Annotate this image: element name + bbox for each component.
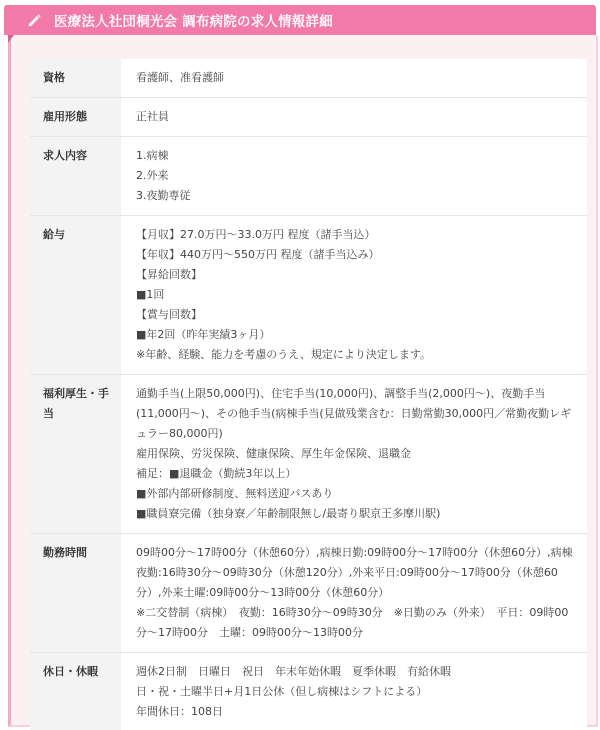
pencil-icon <box>26 11 48 29</box>
table-row-benefits <box>30 375 587 534</box>
row-value <box>121 98 587 137</box>
table-row-working-hours <box>30 534 587 653</box>
row-value <box>121 534 587 653</box>
row-label: 休日・休暇 <box>30 653 121 730</box>
row-value <box>121 216 587 375</box>
value-line: 【昇給回数】 <box>136 268 202 281</box>
value-line: ■職員寮完備（独身寮／年齢制限無し/最寄り駅京王多摩川駅) <box>136 507 441 520</box>
row-value <box>121 59 587 98</box>
page-title: 医療法人社団桐光会 調布病院の求人情報詳細 <box>54 14 333 30</box>
value-line: 【賞与回数】 <box>136 308 202 321</box>
table-row-employment-type <box>30 98 587 137</box>
row-label: 求人内容 <box>30 137 121 216</box>
value-line: 【月収】27.0万円～33.0万円 程度（諸手当込） <box>136 228 376 241</box>
value-line: 2.外来 <box>136 169 169 182</box>
value-line: ■外部内部研修制度、無料送迎バスあり <box>136 487 334 500</box>
value-line: 1.病棟 <box>136 149 169 162</box>
value-line: 【年収】440万円～550万円 程度（諸手当込み） <box>136 248 380 261</box>
detail-frame <box>8 35 598 727</box>
value-line: ※二交替制（病棟） 夜勤：16時30分～09時30分 ※日勤のみ（外来） 平日：09時00分～17時00分 土曜：09時00分～13時00分 <box>136 606 569 639</box>
row-value <box>121 137 587 216</box>
row-value <box>121 375 587 534</box>
value-line: 補足：■退職金（勤続3年以上） <box>136 467 297 480</box>
value-line: ※年齢、経験、能力を考慮のうえ、規定により決定します。 <box>136 348 431 361</box>
row-label: 給与 <box>30 216 121 375</box>
value-line: 看護師、准看護師 <box>136 71 224 84</box>
table-row-qualification <box>30 59 587 98</box>
value-line: 正社員 <box>136 110 169 123</box>
row-label: 勤務時間 <box>30 534 121 653</box>
table-row-holidays <box>30 653 587 730</box>
table-row-salary <box>30 216 587 375</box>
row-label: 資格 <box>30 59 121 98</box>
value-line: 通勤手当(上限50,000円)、住宅手当(10,000円)、調整手当(2,000円～)、夜勤手当(11,000円～)、その他手当(病棟手当(見做残業含む：日勤常勤30,000円／常勤夜勤レギュラー80,000円) <box>136 387 572 440</box>
value-line: ■1回 <box>136 288 165 301</box>
value-line: 日・祝・土曜半日+月1日公休（但し病棟はシフトによる） <box>136 685 428 698</box>
row-label: 雇用形態 <box>30 98 121 137</box>
value-line: 雇用保険、労災保険、健康保険、厚生年金保険、退職金 <box>136 447 411 460</box>
value-line: 年間休日：108日 <box>136 705 223 718</box>
job-info-table <box>30 59 587 730</box>
section-header <box>4 5 596 35</box>
value-line: ■年2回（昨年実績3ヶ月） <box>136 328 271 341</box>
value-line: 週休2日制 日曜日 祝日 年末年始休暇 夏季休暇 有給休暇 <box>136 665 451 678</box>
value-line: 09時00分～17時00分（休憩60分）,病棟日勤:09時00分～17時00分（休憩60分）,病棟夜勤:16時30分～09時30分（休憩120分）,外来平日:09時00分～17時00分（休憩60分）,外来土曜:09時00分～13時00分（休憩60分） <box>136 546 573 599</box>
row-value <box>121 653 587 730</box>
table-row-job-content <box>30 137 587 216</box>
value-line: 3.夜勤専従 <box>136 189 191 202</box>
row-label: 福利厚生・手当 <box>30 375 121 534</box>
